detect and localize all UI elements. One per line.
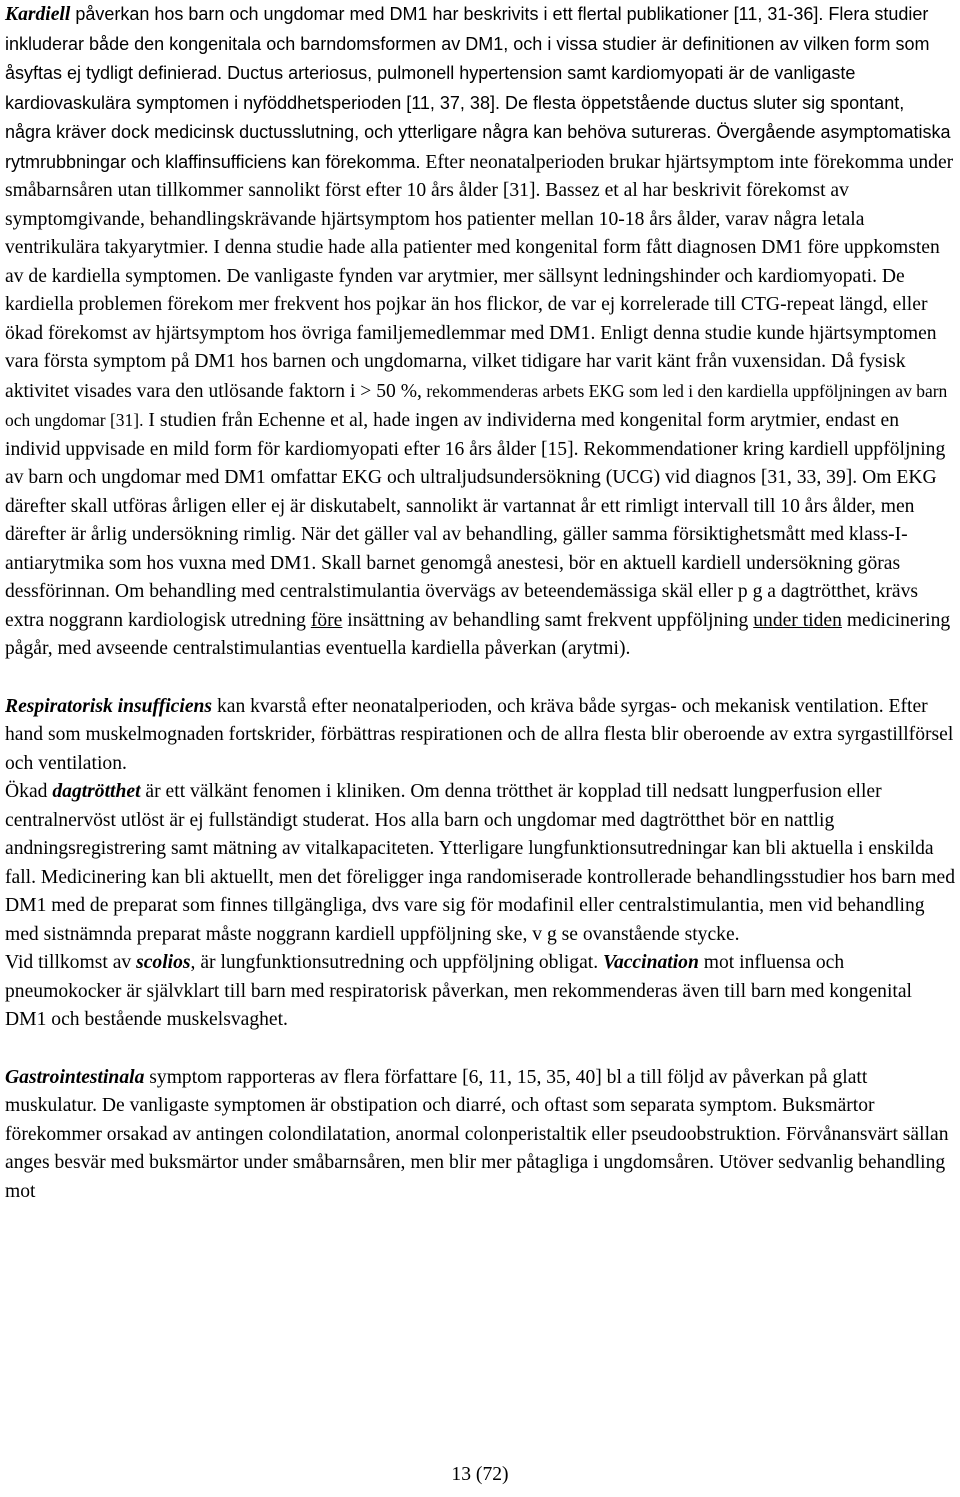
- paragraph-text: medicinering pågår, med avseende centralstimulantias eventuella kardiella påverkan (arytmi).: [5, 609, 951, 659]
- paragraph-daytime-fatigue: [5, 778, 955, 949]
- term-scolios: scolios: [136, 952, 191, 973]
- paragraph-text: mot influensa och pneumokocker är självklart till barn med respiratorisk påverkan, men rekommenderas även till barn med kongenital DM1 och bestående muskelsvaghet.: [5, 952, 912, 1030]
- paragraph-text: insättning av behandling samt frekvent uppföljning: [342, 609, 754, 631]
- paragraph-text: rekommenderas arbets EKG som led i den kardiella uppföljningen av barn och ungdomar [31].: [5, 380, 948, 430]
- paragraph-text: I studien från Echenne et al, hade ingen av individerna med kongenital form arytmier, endast en individ uppvisade en mild form för kardiomyopati efter 16 års ålder [15]. Rekommendationer kring kardiell uppföljning av barn och ungdomar med DM1 omfattar EKG och ultraljudsundersökning (UCG) vid diagnos [31, 33, 39]. Om EKG därefter skall utföras årligen eller ej är diskutabelt, sannolikt är vartannat år ett rimligt intervall till 10 års ålder, men därefter är årlig undersökning rimlig. När det gäller val av behandling, gäller samma försiktighetsmått med klass-I-antiarytmika som hos vuxna med DM1. Skall barnet genomgå anestesi, bör en aktuell kardiell undersökning göras dessförinnan. Om behandling med centralstimulantia övervägs av beteendemässiga skäl eller p g a dagtrötthet, krävs extra noggrann kardiologisk utredning: [5, 410, 946, 631]
- term-vaccination: Vaccination: [603, 952, 699, 973]
- paragraph-respiratory: [5, 693, 955, 779]
- term-dagtrotthet: dagtrötthet: [52, 781, 141, 802]
- heading-kardiell: Kardiell: [5, 4, 71, 25]
- heading-gastrointestinala: Gastrointestinala: [5, 1066, 145, 1088]
- underlined-term: före: [310, 609, 343, 631]
- paragraph-text: kan kvarstå efter neonatalperioden, och kräva både syrgas- och mekanisk ventilation. Efter hand som muskelmognaden fortskrider, förbättras respirationen och de allra flesta blir oberoende av extra syrgastillförsel och ventilation.: [5, 695, 954, 774]
- paragraph-text: Vid tillkomst av: [5, 952, 137, 973]
- paragraph-text: Efter neonatalperioden brukar hjärtsymptom inte förekomma under småbarnsåren utan tillkommer sannolikt först efter 10 års ålder [31]. Bassez et al har beskrivit förekomst av symptomgivande, behandlingskrävande hjärtsymptom hos patienter mellan 10-18 års ålder, varav några letala ventrikulära takyarytmier. I denna studie hade alla patienter med kongenital form fått diagnosen DM1 före uppkomsten av de kardiella symptomen. De vanligaste fynden var arytmier, mer sällsynt ledningshinder och kardiomyopati. De kardiella problemen förekom mer frekvent hos pojkar än hos flickor, de var ej korrelerade till CTG-repeat längd, eller ökad förekomst av hjärtsymptom hos övriga familjemedlemmar med DM1. Enligt denna studie kunde hjärtsymptomen vara första symptom på DM1 hos barnen och ungdomarna, vilket tidigare har varit känt från vuxensidan. Då fysisk aktivitet visades vara den utlösande faktorn i > 50 %,: [5, 151, 954, 402]
- paragraph-text: Ökad: [5, 781, 53, 802]
- paragraph-scoliosis: [5, 949, 955, 1035]
- paragraph-text: påverkan hos barn och ungdomar med DM1 har beskrivits i ett flertal publikationer [11, 31-36]. Flera studier inkluderar både den kongenitala och barndomsformen av DM1, och i vissa studier är definitionen av vilken form som åsyftas ej tydligt definierad. Ductus arteriosus, pulmonell hypertension samt kardiomyopati är de vanligaste kardiovaskulära symptomen i nyföddhetsperioden [11, 37, 38]. De flesta öppetstående ductus sluter sig spontant, några kräver dock medicinsk ductusslutning, och ytterligare några kan behöva sutureras. Övergående asymptomatiska rytmrubbningar och klaffinsufficiens kan förekomma.: [5, 4, 951, 172]
- paragraph-cardiac: [5, 0, 955, 664]
- paragraph-text: , är lungfunktionsutredning och uppföljning obligat.: [190, 952, 604, 973]
- paragraph-text: symptom rapporteras av flera författare [6, 11, 15, 35, 40] bl a till följd av påverkan på glatt muskulatur. De vanligaste symptomen är obstipation och diarré, och oftast som separata symptom. Buksmärtor förekommer orsakad av antingen colondilatation, anormal colonperistaltik eller pseudoobstruktion. Förvånansvärt sällan anges besvär med buksmärtor under småbarnsåren, men blir mer påtagliga i ungdomsåren. Utöver sedvanlig behandling mot: [5, 1066, 949, 1202]
- document-body: [5, 0, 955, 1206]
- underlined-term: under tiden: [753, 609, 842, 631]
- paragraph-gastrointestinal: [5, 1064, 955, 1207]
- heading-respiratorisk: Respiratorisk insufficiens: [5, 695, 213, 717]
- page-number: 13 (72): [451, 1464, 509, 1485]
- paragraph-text: är ett välkänt fenomen i kliniken. Om denna trötthet är kopplad till nedsatt lungperfusion eller centralnervöst utlöst är ej fullständigt studerat. Hos alla barn och ungdomar med dagtrötthet bör en nattlig andningsregistrering samt mätning av vitalkapaciteten. Ytterligare lungfunktionsutredningar kan bli aktuella i enskilda fall. Medicinering kan bli aktuellt, men det föreligger inga randomiserade kontrollerade behandlingsstudier hos barn med DM1 med de preparat som finnes tillgängliga, dvs vare sig för modafinil eller centralstimulantia, men vid behandling med sistnämnda preparat måste noggrann kardiell uppföljning ske, v g se ovanstående stycke.: [5, 781, 956, 945]
